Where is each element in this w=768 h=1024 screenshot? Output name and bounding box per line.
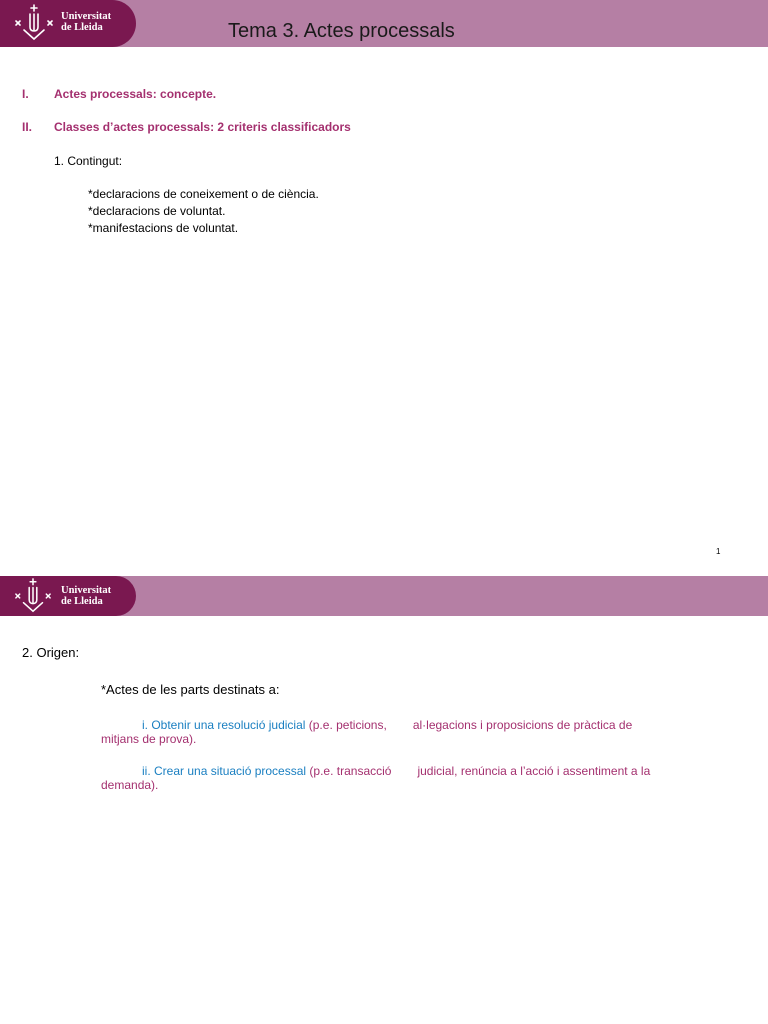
paragraph-text: (p.e. peticions, bbox=[308, 718, 387, 732]
logo-text: Universitat de Lleida bbox=[61, 585, 112, 607]
list-item: *manifestacions de voluntat. bbox=[88, 221, 239, 235]
paragraph-lead: ii. Crear una situació processal bbox=[142, 764, 307, 778]
paragraph-text: demanda). bbox=[101, 778, 159, 792]
subheading: 1. Contingut: bbox=[54, 154, 123, 168]
logo-badge bbox=[0, 0, 136, 47]
slide-title: Tema 3. Actes processals bbox=[228, 20, 455, 42]
paragraph-text: al·legacions i proposicions de pràctica de bbox=[412, 718, 633, 732]
section-number: I. bbox=[22, 87, 29, 101]
paragraph-lead: i. Obtenir una resolució judicial bbox=[142, 718, 306, 732]
list-item: *declaracions de coneixement o de ciència. bbox=[88, 187, 319, 201]
university-logo-icon bbox=[14, 577, 52, 615]
paragraph-text: (p.e. transacció bbox=[309, 764, 392, 778]
list-paragraph bbox=[101, 718, 701, 746]
section-heading: 2. Origen: bbox=[22, 645, 80, 660]
page-number: 1 bbox=[716, 547, 721, 556]
section-number: II. bbox=[22, 120, 33, 134]
university-logo-icon bbox=[14, 3, 54, 43]
section-heading: Classes d’actes processals: 2 criteris classificadors bbox=[54, 120, 351, 134]
intro-text: *Actes de les parts destinats a: bbox=[101, 682, 280, 697]
slide-2 bbox=[0, 576, 768, 1024]
paragraph-text: mitjans de prova). bbox=[101, 732, 197, 746]
paragraph-text: judicial, renúncia a l’acció i assentiment a la bbox=[417, 764, 651, 778]
logo-text: Universitat de Lleida bbox=[61, 11, 112, 33]
list-paragraph bbox=[101, 764, 701, 792]
list-item: *declaracions de voluntat. bbox=[88, 204, 226, 218]
logo-badge bbox=[0, 576, 136, 616]
section-heading: Actes processals: concepte. bbox=[54, 87, 217, 101]
